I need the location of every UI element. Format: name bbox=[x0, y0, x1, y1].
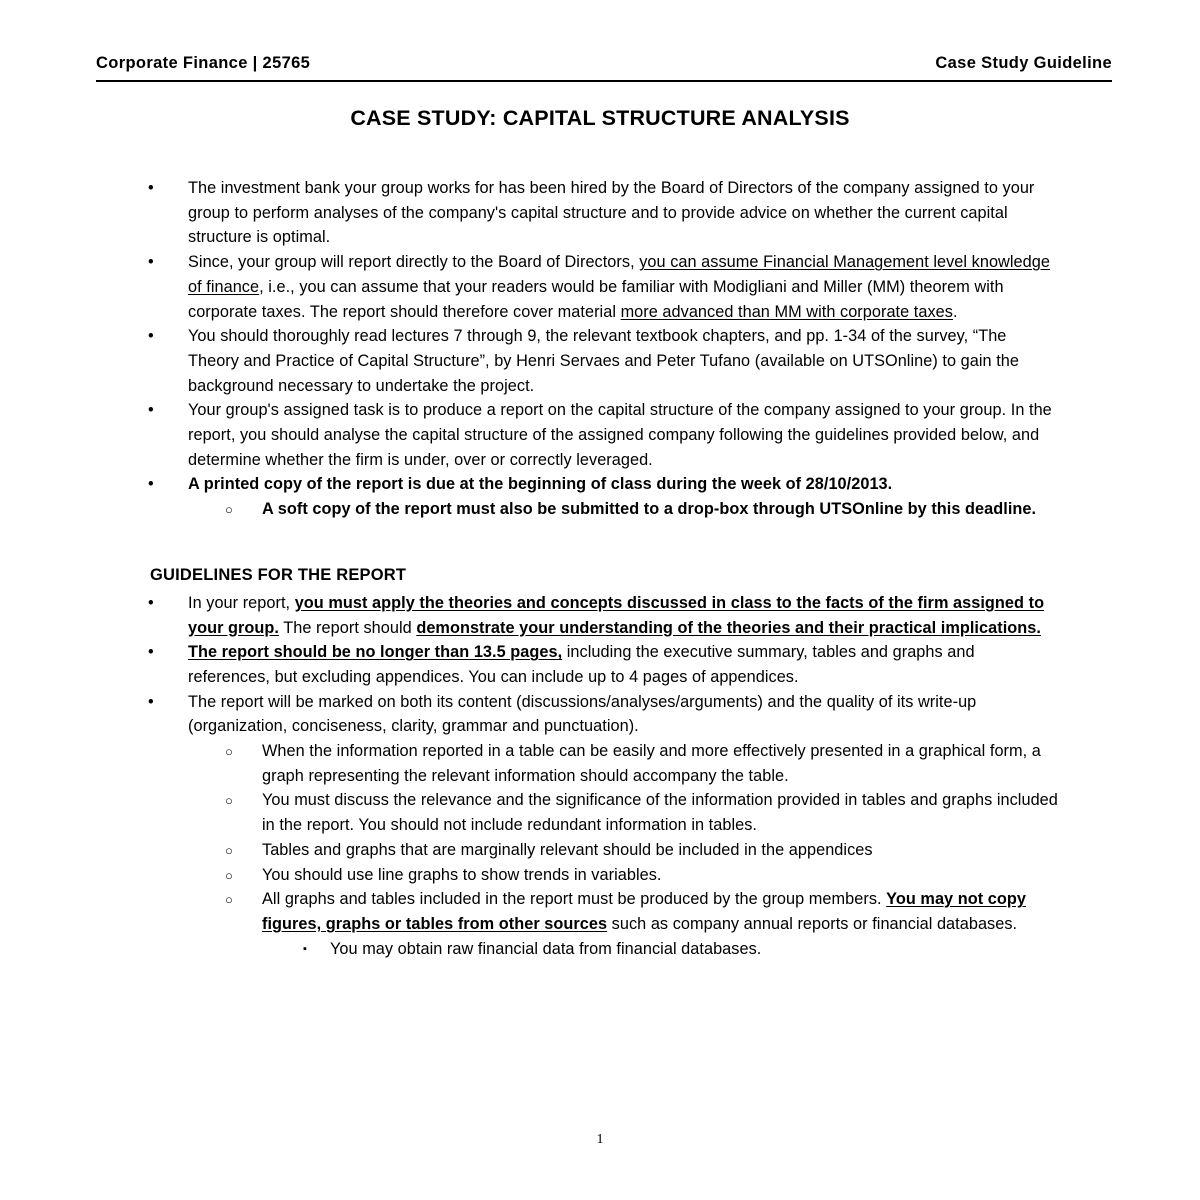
list-item-text-underlined: you can assume Financial Management level knowledge of finance bbox=[188, 253, 1050, 296]
bullet-circle-icon: ○ bbox=[225, 842, 233, 858]
list-item-text-bold-underlined: The report should be no longer than 13.5 pages, bbox=[188, 643, 563, 662]
list-item-text: You may obtain raw financial data from financial databases. bbox=[330, 939, 762, 958]
list-item-text-part: , i.e., you can assume that your readers would be familiar with Modigliani and Miller (MM) theorem with corporate taxes. The report should therefore cover material bbox=[188, 277, 1004, 321]
list-item-text: You should use line graphs to show trends in variables. bbox=[262, 865, 662, 884]
list-item bbox=[0, 324, 1200, 398]
header-divider-rule bbox=[96, 80, 1112, 82]
list-item-text: You should thoroughly read lectures 7 through 9, the relevant textbook chapters, and pp. 1-34 of the survey, “The Theory and Practice of Capital Structure”, by Henri Servaes and Peter Tufano (available on UTSOnline) to gain the background necessary to undertake the project. bbox=[188, 327, 1019, 395]
list-item bbox=[0, 739, 1200, 788]
header-course-title: Corporate Finance | 25765 bbox=[96, 54, 311, 72]
list-item-text-part: In your report, bbox=[188, 593, 295, 612]
list-item-text: The investment bank your group works for has been hired by the Board of Directors of the company assigned to your group to perform analyses of the company's capital structure and to provide advice on whether the current capital structure is optimal. bbox=[188, 179, 1035, 247]
list-item bbox=[0, 497, 1200, 522]
bullet-disc-icon: • bbox=[148, 401, 154, 420]
list-item bbox=[0, 640, 1200, 689]
list-item-text: When the information reported in a table can be easily and more effectively presented in a graphical form, a graph representing the relevant information should accompany the table. bbox=[262, 742, 1041, 785]
section-heading-guidelines: GUIDELINES FOR THE REPORT bbox=[150, 565, 407, 584]
bullet-disc-icon: • bbox=[148, 475, 154, 494]
list-item-text-part: such as company annual reports or financial databases. bbox=[607, 914, 1018, 933]
list-item bbox=[0, 863, 1200, 888]
list-item bbox=[0, 250, 1200, 324]
page-title: CASE STUDY: CAPITAL STRUCTURE ANALYSIS bbox=[350, 106, 850, 130]
list-item bbox=[0, 937, 1200, 962]
list-item bbox=[0, 591, 1200, 640]
list-item-text: Tables and graphs that are marginally relevant should be included in the appendices bbox=[262, 840, 873, 859]
document-header bbox=[96, 54, 1112, 74]
list-item-text: You must discuss the relevance and the significance of the information provided in tables and graphs included in the report. You should not include redundant information in tables. bbox=[262, 791, 1058, 835]
list-item-text-part: The report should bbox=[279, 618, 417, 637]
page-number: 1 bbox=[596, 1132, 604, 1147]
bullet-disc-icon: • bbox=[148, 179, 154, 197]
bullet-circle-icon: ○ bbox=[225, 892, 233, 908]
list-item-text-part: Since, your group will report directly to the Board of Directors, bbox=[188, 253, 640, 272]
list-item bbox=[0, 690, 1200, 739]
list-item-text-underlined: more advanced than MM with corporate taxes bbox=[620, 302, 953, 321]
bullet-disc-icon: • bbox=[148, 692, 154, 711]
list-item-text: The report will be marked on both its content (discussions/analyses/arguments) and the quality of its write-up (organization, conciseness, clarity, grammar and punctuation). bbox=[188, 692, 977, 736]
bullet-disc-icon: • bbox=[148, 327, 154, 346]
list-item-text-bold-underlined: You may not copy figures, graphs or tables from other sources bbox=[262, 890, 1026, 933]
list-item-text-bold: A soft copy of the report must also be submitted to a drop-box through UTSOnline by this deadline. bbox=[262, 500, 1037, 519]
list-item-text-part: All graphs and tables included in the report must be produced by the group members. bbox=[262, 890, 887, 909]
bullet-circle-icon: ○ bbox=[225, 502, 233, 518]
list-item bbox=[0, 887, 1200, 936]
list-item bbox=[0, 838, 1200, 863]
list-item bbox=[0, 398, 1200, 472]
bullet-circle-icon: ○ bbox=[225, 867, 233, 883]
list-item-text-bold-underlined: demonstrate your understanding of the theories and their practical implications. bbox=[416, 618, 1041, 637]
list-item bbox=[0, 176, 1200, 250]
list-item-text-bold-underlined: you must apply the theories and concepts discussed in class to the facts of the firm assigned to your group. bbox=[188, 593, 1045, 637]
list-item-text-part: . bbox=[952, 302, 958, 321]
bullet-disc-icon: • bbox=[148, 253, 154, 272]
bullet-circle-icon: ○ bbox=[225, 793, 233, 809]
bullet-disc-icon: • bbox=[148, 593, 154, 612]
bullet-disc-icon: • bbox=[148, 643, 154, 662]
list-item-text: Your group's assigned task is to produce a report on the capital structure of the company assigned to your group. In the report, you should analyse the capital structure of the assigned company following the guidelines provided below, and determine whether the firm is under, over or correctly leveraged. bbox=[188, 401, 1052, 469]
list-item-text-part: including the executive summary, tables and graphs and references, but excluding appendices. You can include up to 4 pages of appendices. bbox=[188, 643, 975, 686]
section-spacer bbox=[0, 522, 1200, 566]
header-document-type: Case Study Guideline bbox=[935, 54, 1112, 72]
bullet-circle-icon: ○ bbox=[225, 744, 233, 760]
list-item bbox=[0, 788, 1200, 837]
list-item bbox=[0, 472, 1200, 497]
document-body bbox=[0, 176, 1200, 961]
bullet-square-icon: ▪ bbox=[303, 942, 307, 955]
list-item-text-bold: A printed copy of the report is due at the beginning of class during the week of 28/10/2013. bbox=[188, 475, 893, 494]
